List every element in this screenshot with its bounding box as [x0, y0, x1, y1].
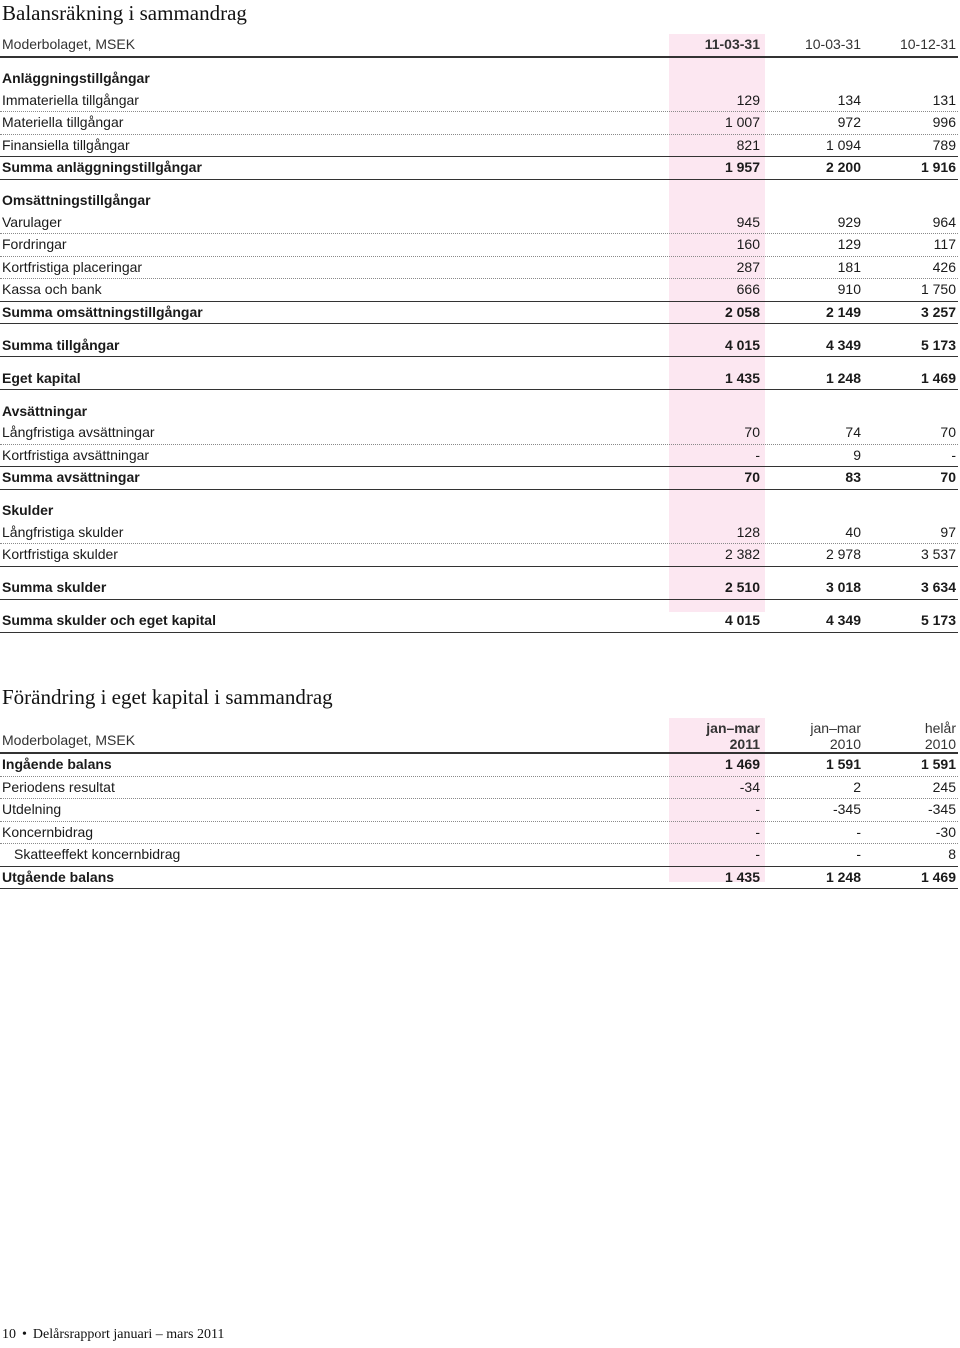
sum-row: Summa skulder och eget kapital 4 015 4 349 5 173: [0, 610, 958, 633]
page-footer: [2, 1327, 224, 1343]
table-row: Långfristiga avsättningar 70 74 70: [0, 422, 958, 445]
sum-row: Summa skulder 2 510 3 018 3 634: [0, 577, 958, 600]
sum-row: Utgående balans 1 435 1 248 1 469: [0, 867, 958, 890]
header-col-prev: jan–mar 2010: [810, 720, 861, 752]
group-heading: Avsättningar: [2, 402, 88, 419]
table-row: Immateriella tillgångar 129 134 131: [0, 90, 958, 113]
header-label: Moderbolaget, MSEK: [2, 732, 136, 748]
table-row: Utdelning - -345 -345: [0, 799, 958, 822]
table-row: Långfristiga skulder 128 40 97: [0, 522, 958, 545]
header-col-year: 10-12-31: [899, 36, 956, 52]
header-col-current: jan–mar 2011: [706, 720, 760, 752]
table-row: Kassa och bank 666 910 1 750: [0, 279, 958, 302]
table-row: Varulager 945 929 964: [0, 212, 958, 235]
header-col-prev: 10-03-31: [804, 36, 861, 52]
header-label: Moderbolaget, MSEK: [2, 36, 136, 52]
table-row: Finansiella tillgångar 821 1 094 789: [0, 135, 958, 158]
table-row: Koncernbidrag - - -30: [0, 822, 958, 845]
table-row: Periodens resultat -34 2 245: [0, 777, 958, 800]
group-heading: Skulder: [2, 502, 54, 518]
balance-header-row: [0, 34, 958, 58]
equity-table: [0, 718, 958, 889]
header-col-current: 11-03-31: [704, 36, 760, 52]
sum-row: Summa anläggningstillgångar 1 957 2 200 1 916: [0, 157, 958, 180]
balance-table: [0, 34, 958, 633]
table-row: Materiella tillgångar 1 007 972 996: [0, 112, 958, 135]
page-number: 10: [2, 1327, 16, 1342]
balance-title: Balansräkning i sammandrag: [2, 1, 247, 25]
sum-row: Eget kapital 1 435 1 248 1 469: [0, 368, 958, 391]
table-row: Ingående balans 1 469 1 591 1 591: [0, 754, 958, 777]
group-heading: Omsättningstillgångar: [2, 192, 151, 208]
bullet-icon: •: [22, 1327, 27, 1342]
sum-row: Summa omsättningstillgångar 2 058 2 149 3 257: [0, 302, 958, 325]
report-name: Delårsrapport januari – mars 2011: [32, 1327, 225, 1342]
group-heading: Anläggningstillgångar: [2, 70, 150, 86]
table-row: Skatteeffekt koncernbidrag - - 8: [0, 844, 958, 867]
table-row: Kortfristiga skulder 2 382 2 978 3 537: [0, 544, 958, 567]
equity-header-row: [0, 718, 958, 754]
header-col-year: helår 2010: [924, 720, 956, 752]
table-row: Fordringar 160 129 117: [0, 234, 958, 257]
table-row: Kortfristiga avsättningar - 9 -: [0, 445, 958, 468]
equity-title: Förändring i eget kapital i sammandrag: [2, 685, 333, 709]
sum-row: Summa tillgångar 4 015 4 349 5 173: [0, 335, 958, 358]
sum-row: Summa avsättningar 70 83 70: [0, 467, 958, 490]
table-row: Kortfristiga placeringar 287 181 426: [0, 257, 958, 280]
